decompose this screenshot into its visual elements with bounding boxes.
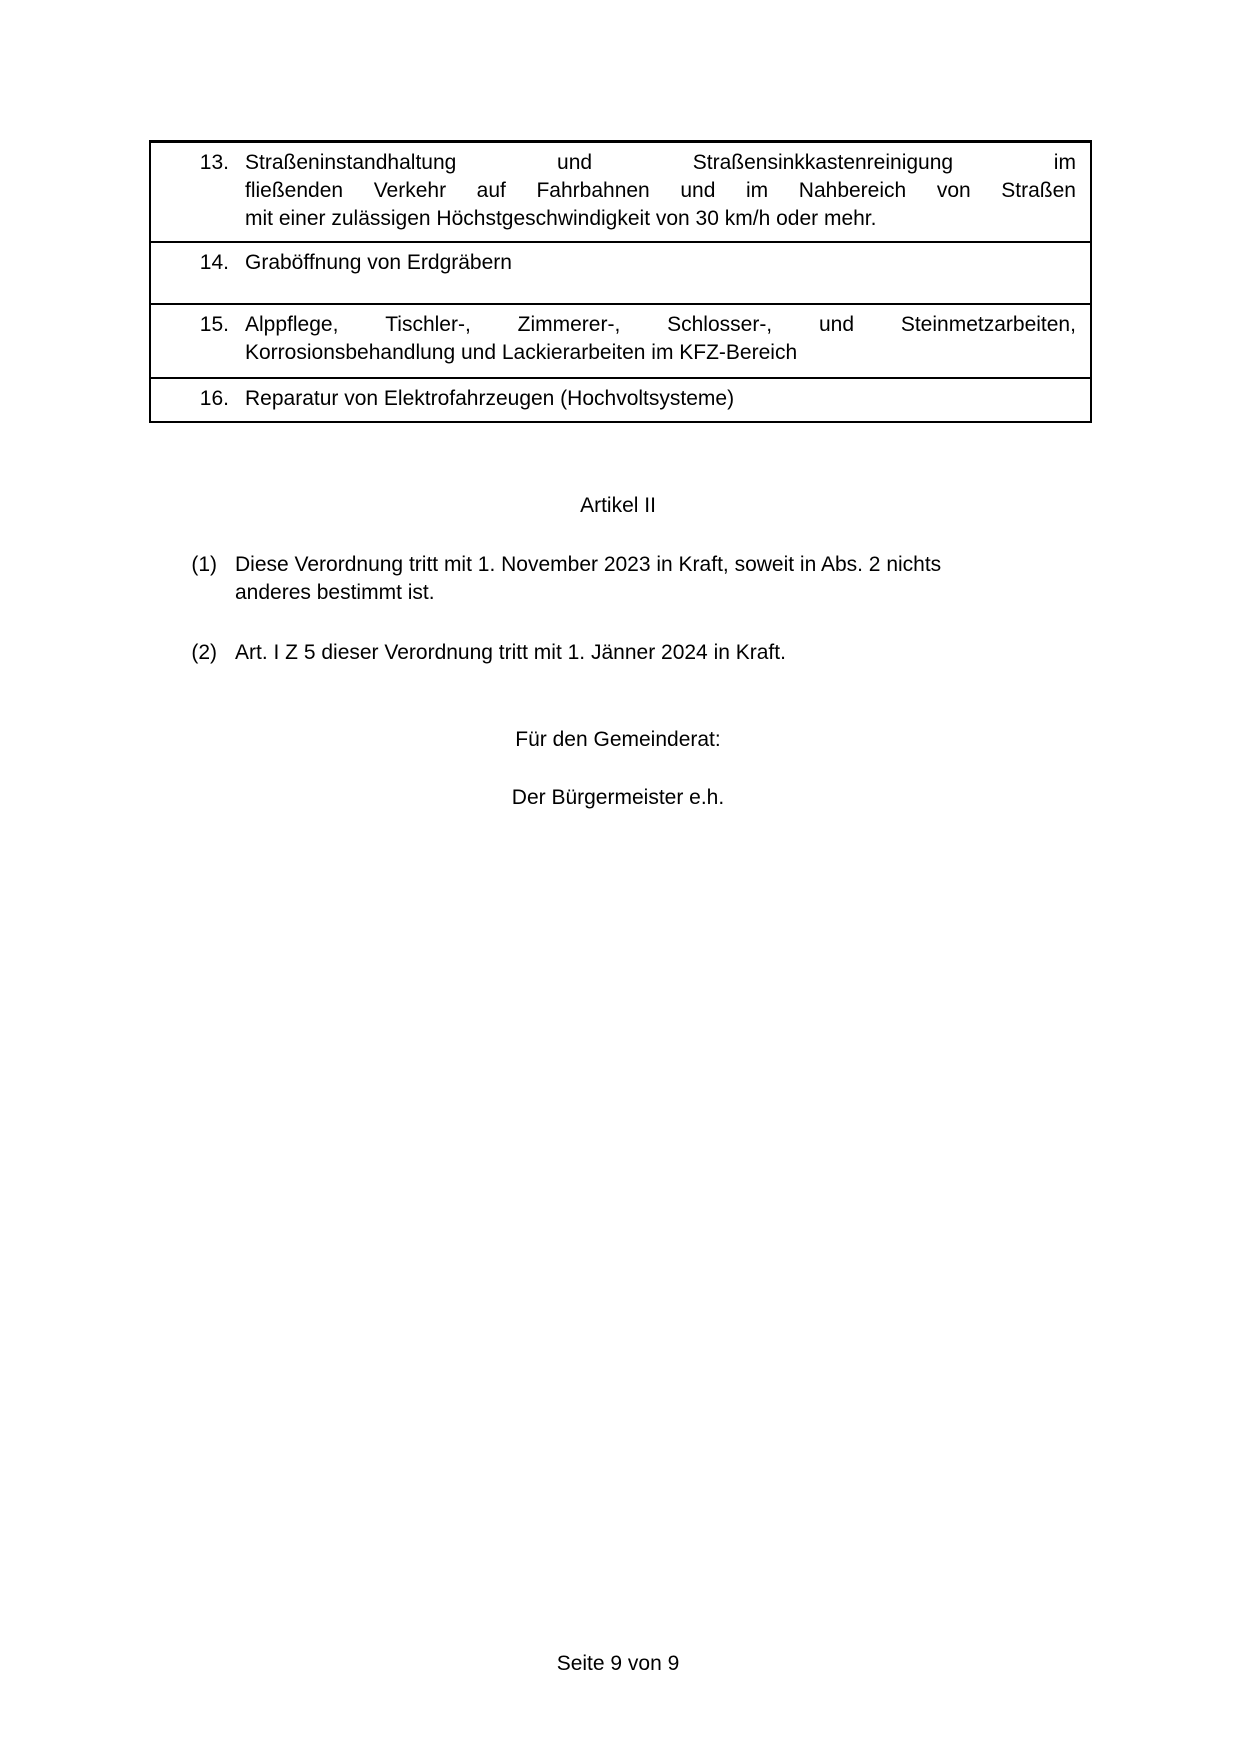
text-line: fließenden Verkehr auf Fahrbahnen und im Nahbereich von Straßen: [245, 179, 1076, 202]
activities-table: [149, 140, 1092, 423]
paragraph-1-number: (1): [191, 553, 217, 576]
table-row-13: [151, 143, 1090, 243]
text-line: Korrosionsbehandlung und Lackierarbeiten im KFZ-Bereich: [245, 341, 798, 364]
paragraph-1: [149, 551, 1099, 607]
text-line: Alppflege, Tischler-, Zimmerer-, Schlosser-, und Steinmetzarbeiten,: [245, 313, 1076, 336]
table-row-16: [151, 379, 1090, 421]
text-line: Graböffnung von Erdgräbern: [245, 251, 512, 274]
paragraph-2-text: [235, 639, 1099, 667]
paragraph-2-number: (2): [191, 641, 217, 664]
text-line: Diese Verordnung tritt mit 1. November 2023 in Kraft, soweit in Abs. 2 nichts: [235, 553, 942, 576]
paragraph-1-text: [235, 551, 1099, 607]
text-line: anderes bestimmt ist.: [235, 581, 435, 604]
paragraph-2: [149, 639, 1099, 667]
row-text: [245, 305, 1076, 377]
closing-formula: Für den Gemeinderat:: [515, 728, 721, 751]
row-number: 16.: [199, 387, 229, 410]
row-number: 14.: [199, 251, 229, 274]
row-number: 15.: [199, 313, 229, 336]
row-text: [245, 379, 1076, 421]
text-line: mit einer zulässigen Höchstgeschwindigkeit von 30 km/h oder mehr.: [245, 207, 877, 230]
row-number: 13.: [199, 151, 229, 174]
text-line: Straßeninstandhaltung und Straßensinkkastenreinigung im: [245, 151, 1076, 174]
table-row-15: [151, 305, 1090, 379]
text-line: Reparatur von Elektrofahrzeugen (Hochvoltsysteme): [245, 387, 735, 410]
table-row-14: [151, 243, 1090, 305]
article-ii-heading: Artikel II: [580, 494, 656, 517]
page-footer: Seite 9 von 9: [556, 1652, 680, 1675]
row-text: [245, 243, 1076, 303]
row-text: [245, 143, 1076, 241]
text-line: Art. I Z 5 dieser Verordnung tritt mit 1. Jänner 2024 in Kraft.: [235, 641, 786, 664]
signature-line: Der Bürgermeister e.h.: [511, 786, 725, 809]
